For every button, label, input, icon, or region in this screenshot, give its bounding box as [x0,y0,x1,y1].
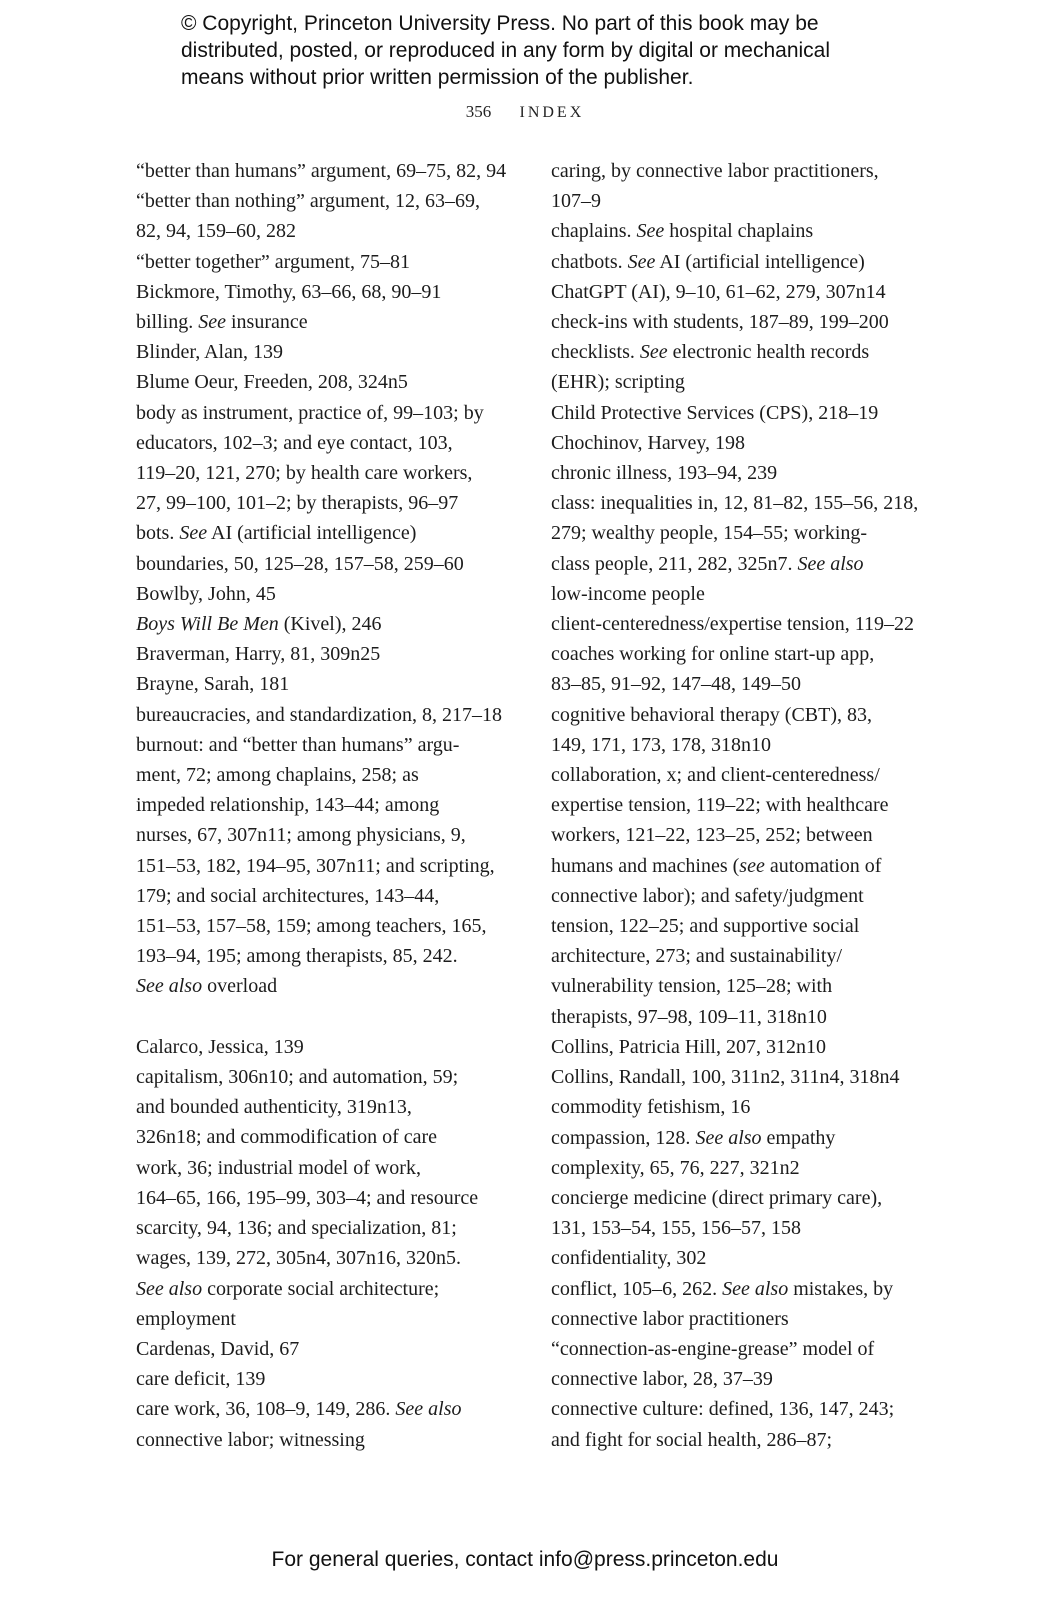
index-entry [136,367,512,397]
copyright-line: means without prior written permission of the publisher. [181,66,694,89]
index-entry [136,307,512,337]
index-entry-line: capitalism, 306n10; and automation, 59; [136,1066,459,1089]
index-column-left [136,156,512,1455]
index-entry-line: client-centeredness/expertise tension, 119–22 [551,613,915,636]
index-entry-continuation: employment [136,1307,236,1330]
index-entry-continuation: 151–53, 182, 194–95, 307n11; and scripting, [136,854,495,877]
index-entry-continuation: architecture, 273; and sustainability/ [551,945,843,968]
index-entry-continuation: wages, 139, 272, 305n4, 307n16, 320n5. [136,1247,461,1270]
index-entry [551,609,927,639]
index-entry [136,247,512,277]
index-entry-continuation: 149, 171, 173, 178, 318n10 [551,733,771,756]
index-entry-line: bureaucracies, and standardization, 8, 217–18 [136,703,502,726]
index-entry-line: care work, 36, 108–9, 149, 286. See also [136,1398,462,1421]
index-entry-line: “connection-as-engine-grease” model of [551,1337,875,1360]
index-entry-line: chatbots. See AI (artificial intelligence) [551,250,865,273]
index-entry [551,1062,927,1092]
index-entry-line: Chochinov, Harvey, 198 [551,431,746,454]
letter-group-gap [136,1002,512,1032]
index-entry-continuation: and fight for social health, 286–87; [551,1428,833,1451]
index-entry-line: connective culture: defined, 136, 147, 243; [551,1398,895,1421]
index-entry-continuation: 179; and social architectures, 143–44, [136,884,440,907]
index-entry [551,247,927,277]
index-entry [551,700,927,760]
section-title: INDEX [519,104,585,121]
index-entry [551,1123,927,1153]
index-entry-continuation: 131, 153–54, 155, 156–57, 158 [551,1217,801,1240]
index-entry [136,549,512,579]
index-entry-continuation: work, 36; industrial model of work, [136,1156,421,1179]
index-entry [136,669,512,699]
index-entry-line: Blinder, Alan, 139 [136,341,283,364]
index-entry-continuation: 279; wealthy people, 154–55; working- [551,522,868,545]
index-entry [551,398,927,428]
index-entry-continuation: connective labor, 28, 37–39 [551,1368,773,1391]
index-entry [551,1243,927,1273]
index-entry [136,730,512,1002]
index-column-right [551,156,927,1455]
index-entry-line: checklists. See electronic health records [551,341,870,364]
index-entry-continuation: workers, 121–22, 123–25, 252; between [551,824,873,847]
index-entry [136,277,512,307]
index-entry-continuation: expertise tension, 119–22; with healthcare [551,794,889,817]
index-entry [551,1274,927,1334]
page-number: 356 [465,102,492,121]
index-entry [551,1183,927,1243]
index-entry-continuation: (EHR); scripting [551,371,685,394]
index-entry-line: Brayne, Sarah, 181 [136,673,290,696]
index-entry-continuation: 27, 99–100, 101–2; by therapists, 96–97 [136,492,459,515]
index-entry-line: confidentiality, 302 [551,1247,707,1270]
index-entry-continuation: therapists, 97–98, 109–11, 318n10 [551,1005,827,1028]
index-entry [551,1334,927,1394]
index-entry [136,518,512,548]
index-entry-line: boundaries, 50, 125–28, 157–58, 259–60 [136,552,464,575]
index-entry-line: chaplains. See hospital chaplains [551,220,814,243]
index-entry-line: Boys Will Be Men (Kivel), 246 [136,613,382,636]
index-entry-line: Child Protective Services (CPS), 218–19 [551,401,879,424]
index-entry [136,639,512,669]
index-entry-line: commodity fetishism, 16 [551,1096,751,1119]
index-entry-line: cognitive behavioral therapy (CBT), 83, [551,703,873,726]
index-entry-line: check-ins with students, 187–89, 199–200 [551,311,889,334]
index-entry [136,1062,512,1334]
index-entry [551,458,927,488]
index-entry-continuation: scarcity, 94, 136; and specialization, 81; [136,1217,457,1240]
index-entry [136,156,512,186]
copyright-line: distributed, posted, or reproduced in any form by digital or mechanical [181,39,831,62]
index-entry-line: compassion, 128. See also empathy [551,1126,836,1149]
index-entry [551,428,927,458]
index-entry-continuation: ment, 72; among chaplains, 258; as [136,764,419,787]
index-entry [136,609,512,639]
index-entry-continuation: connective labor; witnessing [136,1428,365,1451]
index-entry-line: collaboration, x; and client-centeredness/ [551,764,880,787]
index-entry-continuation: 326n18; and commodification of care [136,1126,438,1149]
index-entry-continuation: nurses, 67, 307n11; among physicians, 9, [136,824,466,847]
index-entry-continuation: connective labor); and safety/judgment [551,884,864,907]
index-entry-continuation: impeded relationship, 143–44; among [136,794,440,817]
index-entry-line: care deficit, 139 [136,1368,266,1391]
index-entry [551,156,927,216]
index-entry-continuation: 164–65, 166, 195–99, 303–4; and resource [136,1186,479,1209]
index-entry-line: burnout: and “better than humans” argu- [136,733,460,756]
index-entry-line: complexity, 65, 76, 227, 321n2 [551,1156,800,1179]
index-entry-line: Collins, Randall, 100, 311n2, 311n4, 318n4 [551,1066,900,1089]
index-entry [136,337,512,367]
index-entry-line: Braverman, Harry, 81, 309n25 [136,643,381,666]
copyright-notice [181,10,901,91]
index-entry [136,398,512,519]
index-entry [551,488,927,609]
index-entry-continuation: See also overload [136,975,278,998]
index-entry-continuation: 119–20, 121, 270; by health care workers, [136,462,473,485]
index-entry-line: Collins, Patricia Hill, 207, 312n10 [551,1035,826,1058]
index-entry-line: Calarco, Jessica, 139 [136,1035,304,1058]
index-entry-continuation: and bounded authenticity, 319n13, [136,1096,412,1119]
index-entry [551,216,927,246]
index-entry-line: Bowlby, John, 45 [136,582,276,605]
index-entry-line: chronic illness, 193–94, 239 [551,462,778,485]
index-entry [136,700,512,730]
index-entry-continuation: 151–53, 157–58, 159; among teachers, 165, [136,915,487,938]
index-entry-line: ChatGPT (AI), 9–10, 61–62, 279, 307n14 [551,280,886,303]
running-head [0,100,1050,125]
index-entry [551,760,927,1032]
index-entry [136,1364,512,1394]
index-entry-continuation: class people, 211, 282, 325n7. See also [551,552,864,575]
index-entry-line: conflict, 105–6, 262. See also mistakes, by [551,1277,894,1300]
index-entry [551,1032,927,1062]
index-entry-continuation: connective labor practitioners [551,1307,789,1330]
index-entry-continuation: 193–94, 195; among therapists, 85, 242. [136,945,458,968]
index-entry [136,186,512,246]
index-entry-continuation: low-income people [551,582,705,605]
index-entry-continuation: educators, 102–3; and eye contact, 103, [136,431,453,454]
index-entry [136,1394,512,1454]
index-entry-continuation: 83–85, 91–92, 147–48, 149–50 [551,673,801,696]
index-entry [551,1394,927,1454]
index-entry-line: Cardenas, David, 67 [136,1337,300,1360]
index-entry [551,1153,927,1183]
index-entry-continuation: 107–9 [551,190,601,213]
index-entry-continuation: See also corporate social architecture; [136,1277,440,1300]
index-entry-line: Bickmore, Timothy, 63–66, 68, 90–91 [136,280,442,303]
footer-contact: For general queries, contact info@press.princeton.edu [271,1548,779,1571]
index-entry-line: “better than humans” argument, 69–75, 82, 94 [136,160,507,182]
index-entry [551,1092,927,1122]
index-entry-line: class: inequalities in, 12, 81–82, 155–56, 218, [551,492,919,515]
index-entry-line: body as instrument, practice of, 99–103; by [136,401,484,424]
index-entry-continuation: 82, 94, 159–60, 282 [136,220,296,243]
index-entry [551,277,927,307]
index-entry-line: bots. See AI (artificial intelligence) [136,522,417,545]
copyright-line: © Copyright, Princeton University Press. No part of this book may be [181,12,819,35]
index-entry-line: billing. See insurance [136,311,308,334]
index-entry-continuation: tension, 122–25; and supportive social [551,915,860,938]
index-entry-line: concierge medicine (direct primary care), [551,1186,883,1209]
index-entry-continuation: vulnerability tension, 125–28; with [551,975,833,998]
index-entry [551,639,927,699]
index-entry-line: “better together” argument, 75–81 [136,250,410,273]
index-entry [551,337,927,397]
index-entry-line: coaches working for online start-up app, [551,643,875,666]
index-entry [136,1334,512,1364]
index-entry [551,307,927,337]
index-entry-line: Blume Oeur, Freeden, 208, 324n5 [136,371,408,394]
index-entry-line: “better than nothing” argument, 12, 63–69, [136,190,480,213]
index-entry-continuation: humans and machines (see automation of [551,854,882,877]
index-entry [136,1032,512,1062]
index-entry [136,579,512,609]
index-entry-line: caring, by connective labor practitioners, [551,160,879,182]
